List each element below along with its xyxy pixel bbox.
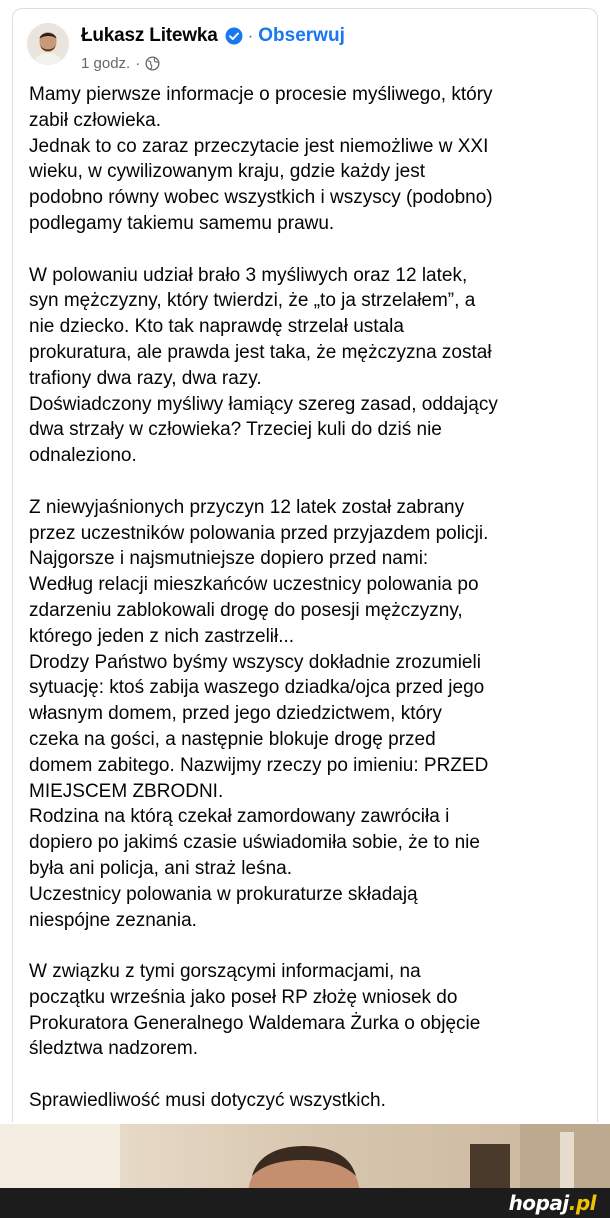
- text-line: Drodzy Państwo byśmy wszyscy dokładnie zrozumieli: [29, 651, 481, 673]
- text-line: syn mężczyzny, który twierdzi, że „to ja strzelałem”, a: [29, 290, 476, 312]
- post-meta: [81, 53, 160, 73]
- text-line: dwa strzały w człowieka? Trzeciej kuli do dziś nie: [29, 419, 442, 441]
- paragraph-gap: [29, 237, 589, 263]
- text-line: przez uczestników polowania przed przyjazdem policji.: [29, 522, 489, 544]
- watermark-name: hopaj: [508, 1191, 569, 1215]
- text-line: Sprawiedliwość musi dotyczyć wszystkich.: [29, 1090, 386, 1112]
- text-line: dopiero po jakimś czasie uświadomiła sobie, że to nie: [29, 832, 480, 854]
- post-paragraph: [29, 495, 589, 934]
- text-line: Jednak to co zaraz przeczytacie jest niemożliwe w XXI: [29, 135, 489, 157]
- text-line: wieku, w cywilizowanym kraju, gdzie każdy jest: [29, 161, 425, 183]
- text-line: podobno równy wobec wszystkich i wszyscy (podobno): [29, 187, 493, 209]
- text-line: trafiony dwa razy, dwa razy.: [29, 367, 262, 389]
- verified-badge-icon: [225, 27, 243, 45]
- text-line: odnaleziono.: [29, 445, 137, 467]
- text-line: Z niewyjaśnionych przyczyn 12 latek został zabrany: [29, 496, 465, 518]
- text-line: W polowaniu udział brało 3 myśliwych oraz 12 latek,: [29, 264, 468, 286]
- separator-dot: ·: [247, 26, 254, 45]
- author-name[interactable]: Łukasz Litewka: [81, 25, 218, 46]
- meta-separator-dot: ·: [135, 54, 141, 72]
- text-line: niespójne zeznania.: [29, 909, 197, 931]
- text-line: Uczestnicy polowania w prokuraturze składają: [29, 883, 418, 905]
- text-line: W związku z tymi gorszącymi informacjami, na: [29, 961, 421, 983]
- text-line: czeka na gości, a następnie blokuje drogę przed: [29, 728, 436, 750]
- avatar-photo-icon: [27, 23, 69, 65]
- post-card: [12, 8, 598, 1122]
- post-paragraph: [29, 82, 589, 237]
- post-body: [29, 82, 589, 1114]
- author-row: [81, 23, 345, 49]
- text-line: Mamy pierwsze informacje o procesie myśliwego, który: [29, 84, 493, 105]
- text-line: nie dziecko. Kto tak naprawdę strzelał ustala: [29, 316, 404, 338]
- watermark-tld: .pl: [568, 1191, 596, 1215]
- text-line: domem zabitego. Nazwijmy rzeczy po imieniu: PRZED: [29, 754, 489, 776]
- text-line: początku września jako poseł RP złożę wniosek do: [29, 986, 458, 1008]
- text-line: Prokuratora Generalnego Waldemara Żurka o objęcie: [29, 1012, 481, 1034]
- post-paragraph: [29, 1088, 589, 1114]
- watermark-logo: [509, 1191, 596, 1215]
- text-line: którego jeden z nich zastrzelił...: [29, 625, 295, 647]
- text-line: Według relacji mieszkańców uczestnicy polowania po: [29, 574, 479, 596]
- text-line: była ani policja, ani straż leśna.: [29, 857, 292, 879]
- text-line: zabił człowieka.: [29, 109, 161, 131]
- post-paragraph: [29, 959, 589, 1062]
- avatar[interactable]: [27, 23, 69, 65]
- text-line: podlegamy takiemu samemu prawu.: [29, 212, 335, 234]
- text-line: śledztwa nadzorem.: [29, 1038, 198, 1060]
- text-line: Rodzina na którą czekał zamordowany zawróciła i: [29, 806, 450, 828]
- text-line: MIEJSCEM ZBRODNI.: [29, 780, 224, 802]
- post-paragraph: [29, 263, 589, 469]
- text-line: sytuację: ktoś zabija waszego dziadka/ojca przed jego: [29, 677, 485, 699]
- attached-photo[interactable]: [0, 1124, 610, 1194]
- text-line: Najgorsze i najsmutniejsze dopiero przed nami:: [29, 548, 429, 570]
- paragraph-gap: [29, 1062, 589, 1088]
- paragraph-gap: [29, 933, 589, 959]
- text-line: Doświadczony myśliwy łamiący szereg zasad, oddający: [29, 393, 498, 415]
- text-line: zdarzeniu zablokowali drogę do posesji mężczyzny,: [29, 599, 463, 621]
- paragraph-gap: [29, 469, 589, 495]
- follow-button[interactable]: Obserwuj: [258, 25, 345, 46]
- photo-preview-icon: [0, 1124, 610, 1194]
- globe-icon: [145, 56, 160, 71]
- text-line: własnym domem, przed jego dziedzictwem, który: [29, 703, 442, 725]
- post-timestamp[interactable]: 1 godz.: [81, 54, 131, 72]
- text-line: prokuratura, ale prawda jest taka, że mężczyzna został: [29, 341, 492, 363]
- watermark-bar: [0, 1188, 610, 1218]
